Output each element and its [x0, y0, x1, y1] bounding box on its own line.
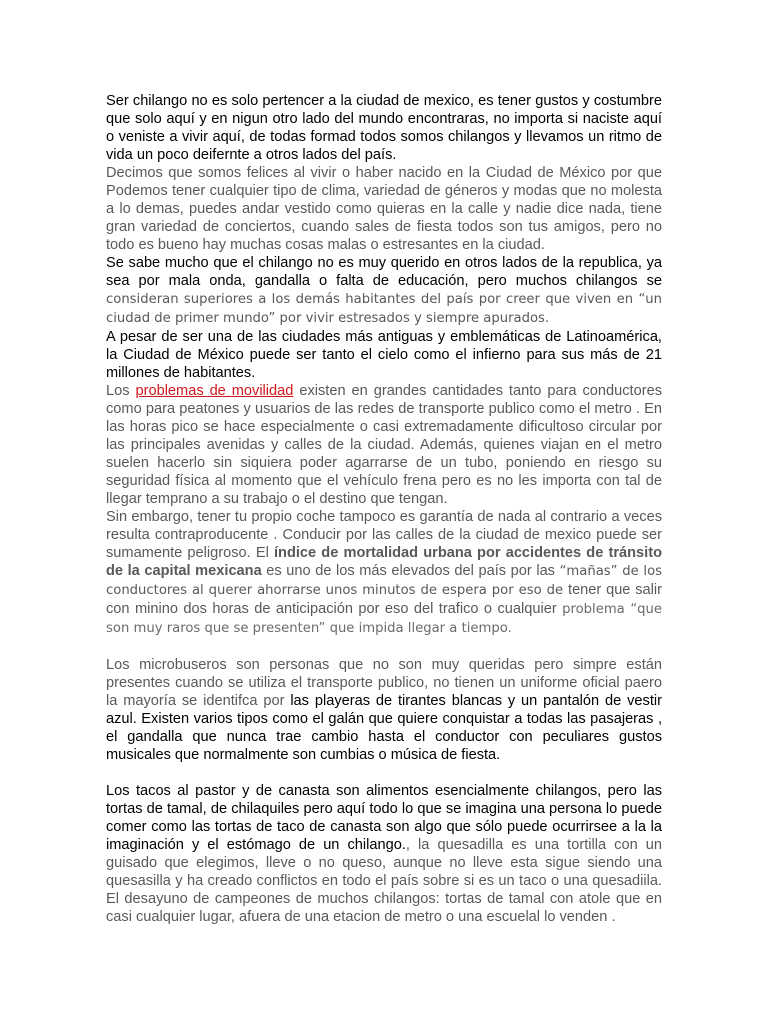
paragraph-no-querido-text: Se sabe mucho que el chilango no es muy querido en otros lados de la republica, ya sea por mala onda, gandalla o falta de educación, pero muchos chilangos se: [106, 255, 662, 289]
paragraph-no-querido-continuation: consideran superiores a los demás habitantes del país por creer que viven en “un ciudad de primer mundo” por vivir estresados y siempre apurados.: [106, 292, 662, 326]
coche-bold-mortalidad: índice de mortalidad urbana por accidentes de tránsito de la capital mexicana: [106, 545, 662, 579]
coche-text-e: problema “que son muy raros que se presenten” que impida llegar a tiempo.: [106, 602, 662, 636]
coche-text-b: es uno de los más elevados del país por las: [261, 563, 560, 579]
paragraph-no-querido: [106, 254, 662, 328]
movilidad-link[interactable]: problemas de movilidad: [135, 383, 294, 399]
movilidad-prefix: Los: [106, 383, 136, 399]
coche-text-d: tener que salir con minino dos horas de anticipación por eso del trafico o cualquier: [106, 582, 662, 617]
paragraph-tacos: [106, 782, 662, 926]
paragraph-gap: [106, 638, 662, 656]
document-body: [106, 92, 662, 926]
coche-text-c: “mañas” de los conductores al querer ahorrarse unos minutos de espera por eso de: [106, 564, 663, 598]
paragraph-ser-chilango: Ser chilango no es solo pertencer a la ciudad de mexico, es tener gustos y costumbre que solo aquí y en nigun otro lado del mundo encontraras, no importa si naciste aquí o veniste a vivir aquí, de todas formad todos somos chilangos y llevamos un ritmo de vida un poco deifernte a otros lados del país.: [106, 93, 662, 163]
paragraph-felices: Decimos que somos felices al vivir o haber nacido en la Ciudad de México por que Podemos tener cualquier tipo de clima, variedad de géneros y modas que no molesta a lo demas, puedes andar vestido como quieras en la calle y nadie dice nada, tiene gran variedad de conciertos, cuando sales de fiesta todos son tus amigos, pero no todo es bueno hay muchas cosas malas o estresantes en la ciudad.: [106, 165, 662, 253]
tacos-text: Los tacos al pastor y de canasta son alimentos esencialmente chilangos, pero las tortas de tamal, de chilaquiles pero aquí todo lo que se imagina una persona lo puede comer como las tortas de taco de canasta son algo que sólo puede ocurrirsee a la la imaginación y el estómago de un chilango.: [106, 783, 662, 853]
movilidad-text: existen en grandes cantidades tanto para conductores como para peatones y usuarios de las redes de transporte publico como el metro . En las horas pico se hace especialmente o casi extremadamente dificultoso circular por las principales avenidas y calles de la ciudad. Además, quienes viajan en el metro suelen hacerlo sin siquiera poder agarrarse de un tubo, poniendo en riesgo su seguridad física al momento que el vehículo frena pero es no les importa con tal de llegar temprano a su trabajo o el destino que tengan.: [106, 383, 662, 507]
paragraph-coche: [106, 508, 662, 638]
paragraph-movilidad: [106, 382, 662, 508]
coche-text: Sin embargo, tener tu propio coche tampoco es garantía de nada al contrario a veces resulta contraproducente . Conducir por las calles de la ciudad de mexico puede ser sumamente peligroso. El: [106, 509, 662, 561]
paragraph-cielo-infierno: A pesar de ser una de las ciudades más antiguas y emblemáticas de Latinoamérica, la Ciudad de México puede ser tanto el cielo como el infierno para sus más de 21 millones de habitantes.: [106, 329, 662, 381]
tacos-text-b: , la quesadilla es una tortilla con un guisado que elegimos, lleve o no queso, aunque no lleve esta sigue siendo una quesasilla y ha creado conflictos en todo el país sobre si es un taco o una quesadiila. El desayuno de campeones de muchos chilangos: tortas de tamal con atole que en casi cualquier lugar, afuera de una etacion de metro o una escuelal lo venden .: [106, 837, 662, 925]
paragraph-microbuseros: [106, 656, 662, 764]
paragraph-gap: [106, 764, 662, 782]
microbuseros-text-b: las playeras de tirantes blancas y un pantalón de vestir azul. Existen varios tipos como el galán que quiere conquistar a todas las pasajeras , el gandalla que nunca trae cambio hasta el conductor con peculiares gustos musicales que normalmente son cumbias o música de fiesta.: [106, 693, 662, 763]
microbuseros-text: Los microbuseros son personas que no son muy queridas pero simpre están presentes cuando se utiliza el transporte publico, no tienen un uniforme oficial paero la mayoría se identifca por: [106, 657, 662, 709]
